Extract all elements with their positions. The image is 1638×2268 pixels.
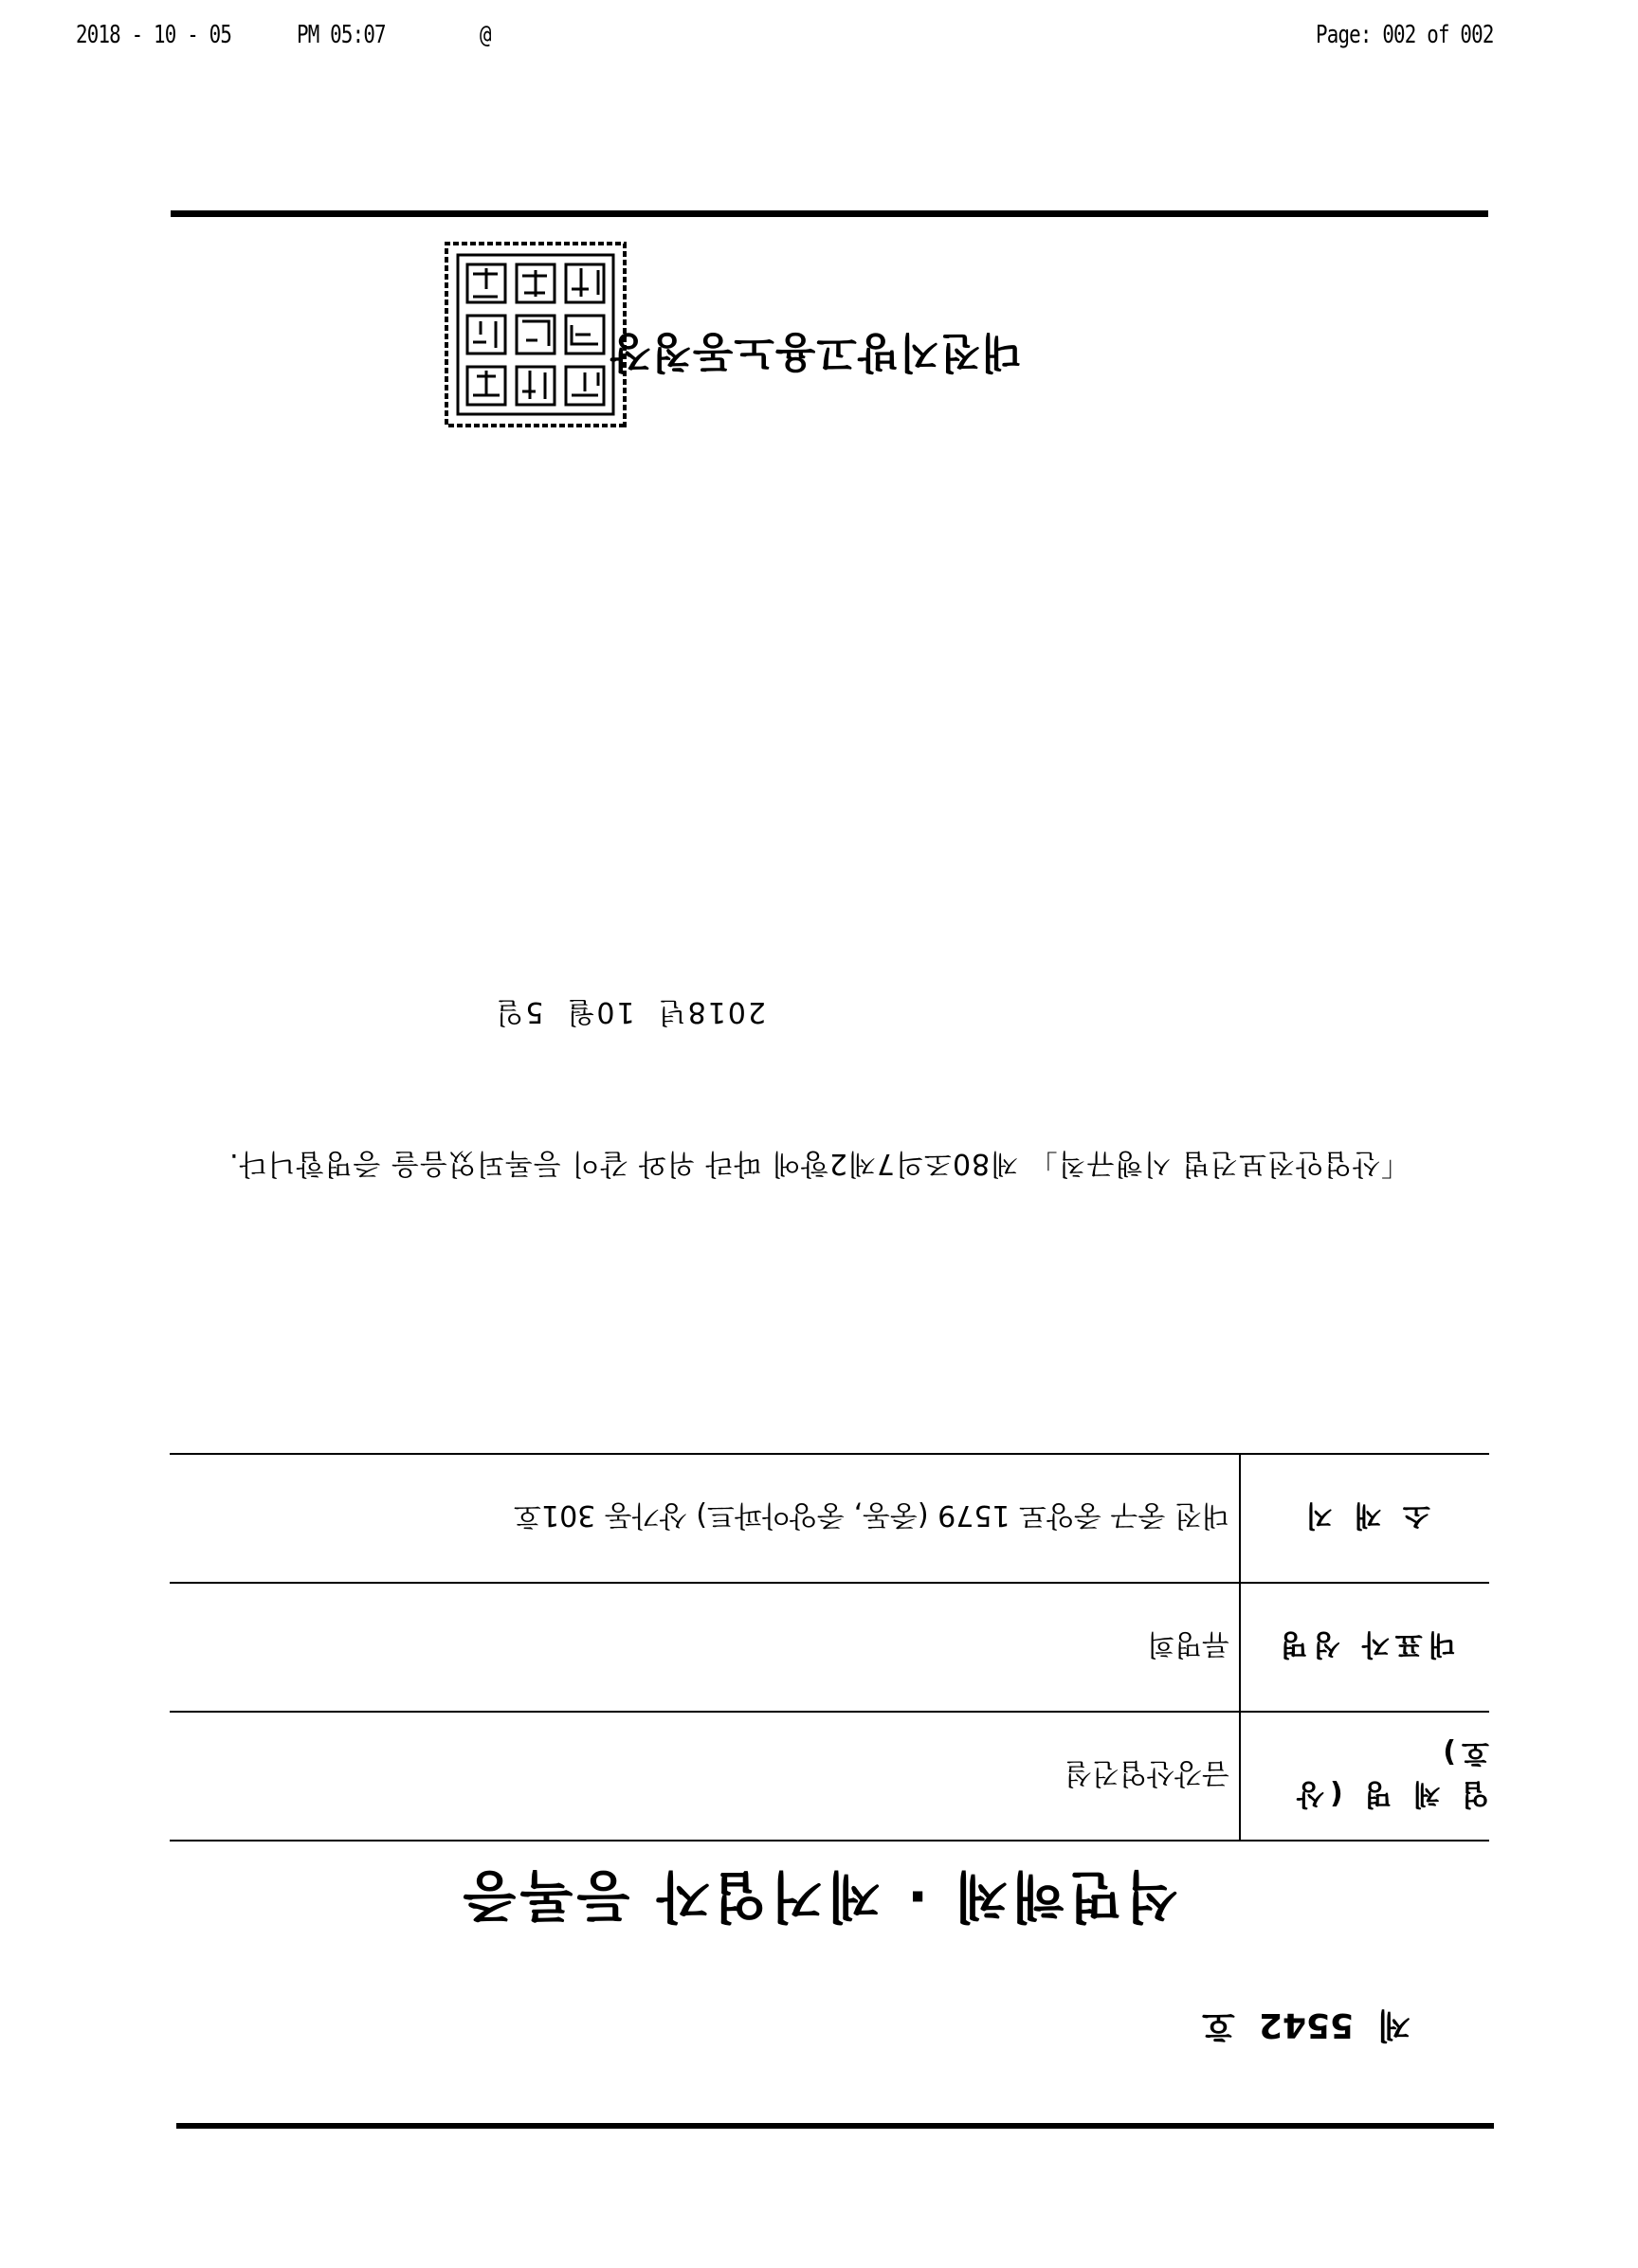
row-label: 소 재 지: [1239, 1455, 1489, 1582]
certification-statement: 「산업안전보건법 시행규칙」 제80조의7제2항에 따라 위와 같이 등록되었음을 증명합니다.: [228, 1147, 1410, 1180]
registration-table: [170, 1453, 1489, 1842]
row-value: 금강산업건설: [1065, 1756, 1229, 1789]
table-row-address: [170, 1455, 1489, 1582]
table-row-representative: [170, 1582, 1489, 1711]
fax-time: PM 05:07: [297, 21, 386, 49]
certificate-document: [0, 66, 1638, 2268]
bottom-rule: [171, 210, 1488, 217]
certificate-title: 석면해체 · 제거업자 등록증: [459, 1864, 1179, 1929]
issuer-name: 대전지방고용노동청장: [609, 328, 1022, 376]
fax-header: [0, 21, 1638, 59]
certificate-number: 제 5542 호: [1202, 2005, 1410, 2044]
issue-date: 2018년 10월 5일: [494, 995, 766, 1028]
fax-page-count: Page: 002 of 002: [1316, 21, 1494, 49]
row-value: 대전 중구 중앙로 1579 (중동, 중앙아파트) 상가동 301호: [514, 1498, 1229, 1532]
fax-at-symbol: @: [480, 21, 491, 49]
row-label: 업 체 명 (상호): [1239, 1713, 1489, 1840]
row-value: 류명희: [1147, 1627, 1229, 1660]
official-seal-icon: [443, 240, 628, 429]
fax-date: 2018 - 10 - 05: [76, 21, 232, 49]
row-label: 대표자 성명: [1239, 1584, 1489, 1711]
table-row-company: [170, 1711, 1489, 1840]
top-rule: [176, 2123, 1494, 2129]
